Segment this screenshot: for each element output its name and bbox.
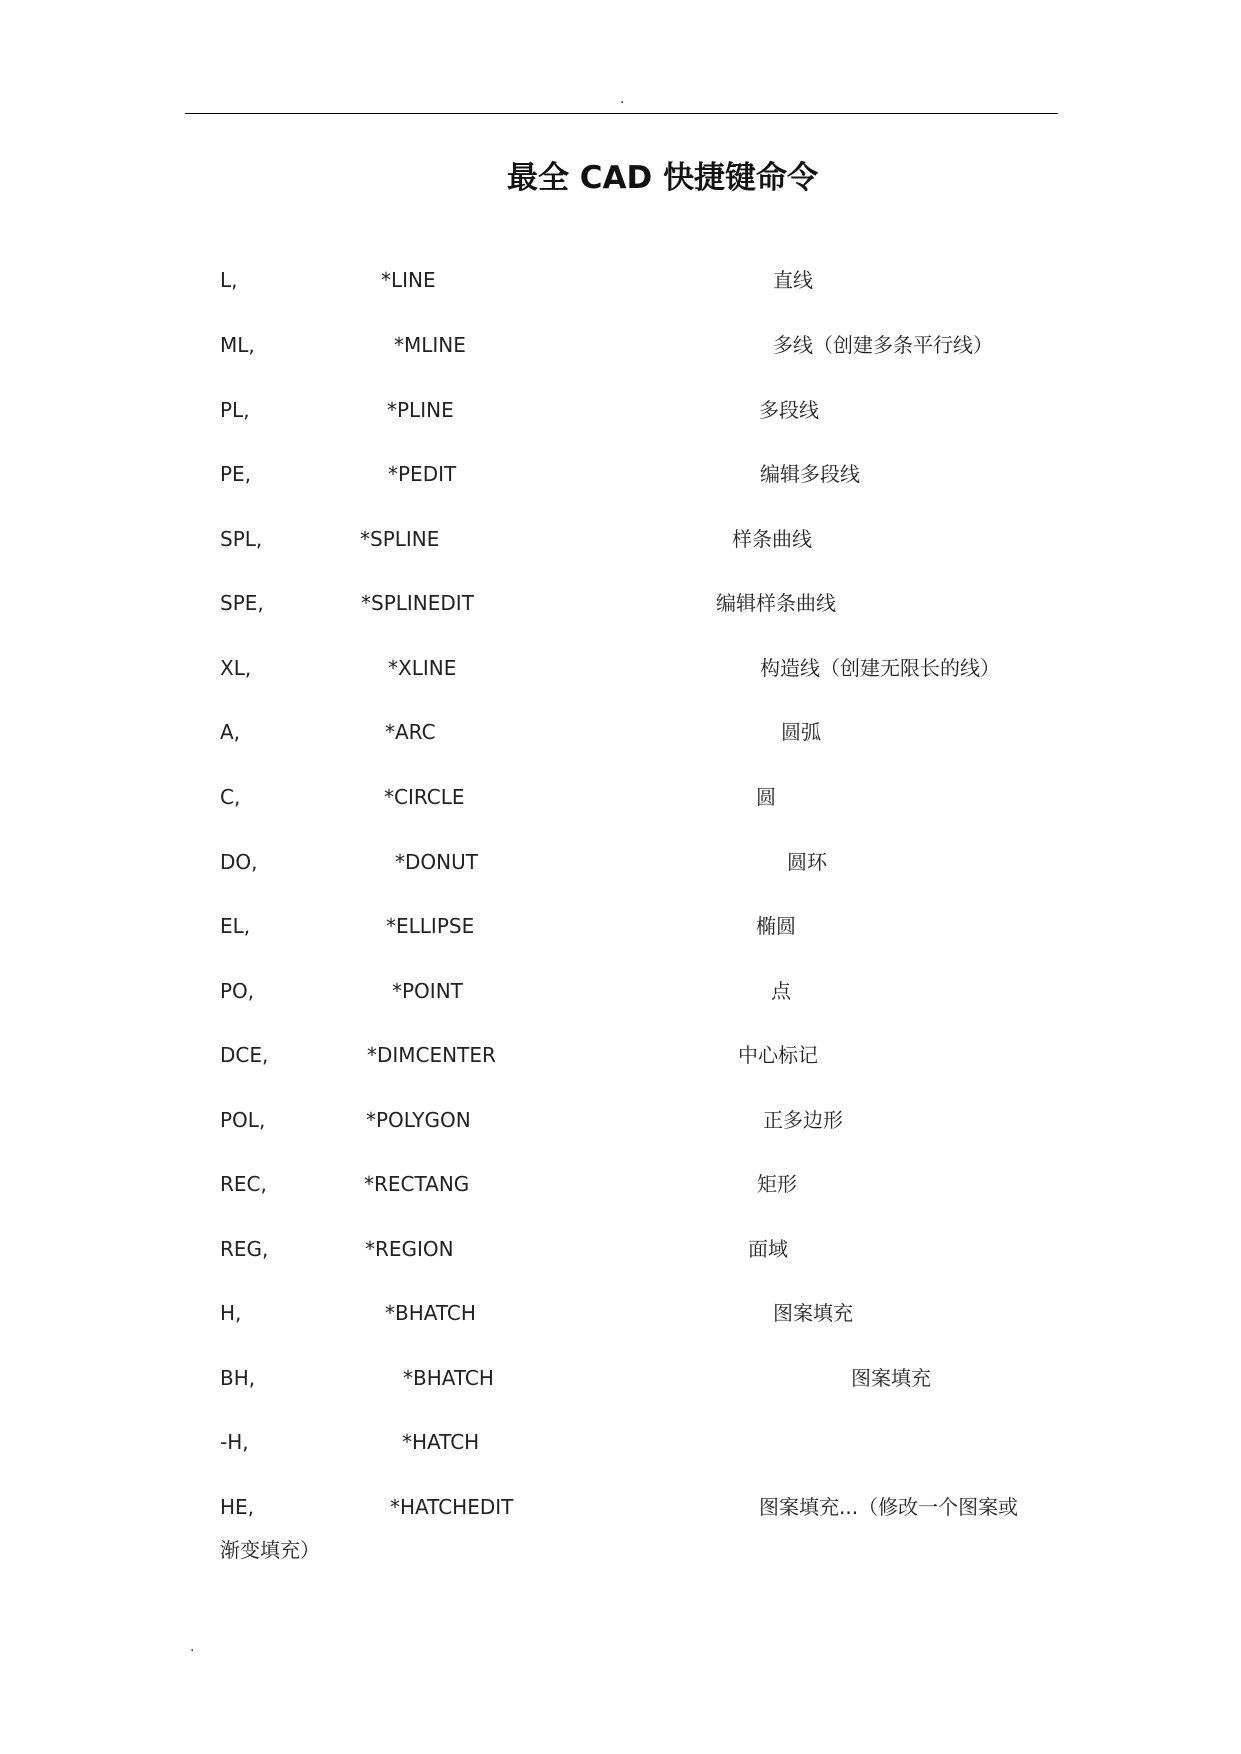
command-row (0, 588, 1241, 618)
command-abbr: PO, (220, 979, 255, 1003)
command-abbr: -H, (220, 1430, 249, 1454)
command-desc: 多段线 (759, 398, 819, 422)
command-abbr: EL, (220, 914, 251, 938)
command-desc: 点 (771, 979, 791, 1003)
command-desc: 圆 (756, 785, 776, 809)
command-row (0, 847, 1241, 877)
command-row (0, 395, 1241, 425)
command-row (0, 1427, 1241, 1457)
command-desc: 椭圆 (756, 914, 796, 938)
command-row (0, 330, 1241, 360)
command-abbr: SPL, (220, 527, 263, 551)
command-name: *SPLINEDIT (361, 591, 474, 615)
command-name: *LINE (381, 268, 436, 292)
command-desc: 圆弧 (781, 720, 821, 744)
command-row (0, 782, 1241, 812)
command-name: *SPLINE (360, 527, 440, 551)
command-abbr: DO, (220, 850, 258, 874)
command-abbr: DCE, (220, 1043, 269, 1067)
command-desc: 多线（创建多条平行线） (773, 333, 993, 357)
command-row (0, 653, 1241, 683)
command-abbr: SPE, (220, 591, 264, 615)
command-row (0, 265, 1241, 295)
command-desc: 矩形 (757, 1172, 797, 1196)
command-desc: 圆环 (787, 850, 827, 874)
command-abbr: PL, (220, 398, 250, 422)
command-desc: 正多边形 (763, 1108, 843, 1132)
command-abbr: C, (220, 785, 241, 809)
command-abbr: PE, (220, 462, 252, 486)
command-name: *ELLIPSE (386, 914, 475, 938)
footer-mark: . (190, 1639, 195, 1655)
header-mark: . (620, 91, 625, 107)
command-name: *BHATCH (385, 1301, 476, 1325)
command-name: *XLINE (388, 656, 457, 680)
command-row (0, 1040, 1241, 1070)
command-desc: 编辑多段线 (760, 462, 860, 486)
command-name: *REGION (365, 1237, 454, 1261)
command-desc: 图案填充...（修改一个图案或 (759, 1495, 1019, 1519)
command-row (0, 1298, 1241, 1328)
command-abbr: REG, (220, 1237, 269, 1261)
command-name: *HATCH (402, 1430, 480, 1454)
command-row (0, 459, 1241, 489)
command-name: *DIMCENTER (367, 1043, 496, 1067)
command-desc: 图案填充 (773, 1301, 853, 1325)
command-desc: 编辑样条曲线 (716, 591, 836, 615)
command-name: *PEDIT (388, 462, 457, 486)
command-name: *CIRCLE (384, 785, 465, 809)
command-desc: 图案填充 (851, 1366, 931, 1390)
command-abbr: HE, (220, 1495, 255, 1519)
command-name: *MLINE (394, 333, 466, 357)
command-name: *HATCHEDIT (390, 1495, 514, 1519)
command-name: *RECTANG (364, 1172, 470, 1196)
header-rule (185, 113, 1058, 114)
command-abbr: ML, (220, 333, 255, 357)
command-row (0, 1105, 1241, 1135)
command-desc: 构造线（创建无限长的线） (760, 656, 1000, 680)
command-name: *PLINE (387, 398, 454, 422)
command-row (0, 1492, 1241, 1522)
command-abbr: BH, (220, 1366, 256, 1390)
command-desc-continuation: 渐变填充） (220, 1538, 320, 1562)
command-row (0, 524, 1241, 554)
command-desc: 样条曲线 (732, 527, 812, 551)
command-desc: 直线 (773, 268, 813, 292)
command-abbr: H, (220, 1301, 242, 1325)
command-abbr: POL, (220, 1108, 266, 1132)
command-abbr: REC, (220, 1172, 267, 1196)
command-name: *BHATCH (403, 1366, 494, 1390)
page-title: 最全 CAD 快捷键命令 (506, 160, 819, 196)
command-abbr: XL, (220, 656, 252, 680)
command-row (0, 1363, 1241, 1393)
command-desc: 中心标记 (738, 1043, 818, 1067)
command-row (0, 1234, 1241, 1264)
command-row (0, 911, 1241, 941)
command-desc: 面域 (748, 1237, 788, 1261)
command-abbr: L, (220, 268, 238, 292)
command-row (0, 717, 1241, 747)
command-name: *DONUT (395, 850, 478, 874)
command-row (0, 1169, 1241, 1199)
command-abbr: A, (220, 720, 241, 744)
command-name: *POINT (392, 979, 463, 1003)
command-name: *ARC (385, 720, 436, 744)
command-row (0, 976, 1241, 1006)
command-name: *POLYGON (366, 1108, 471, 1132)
